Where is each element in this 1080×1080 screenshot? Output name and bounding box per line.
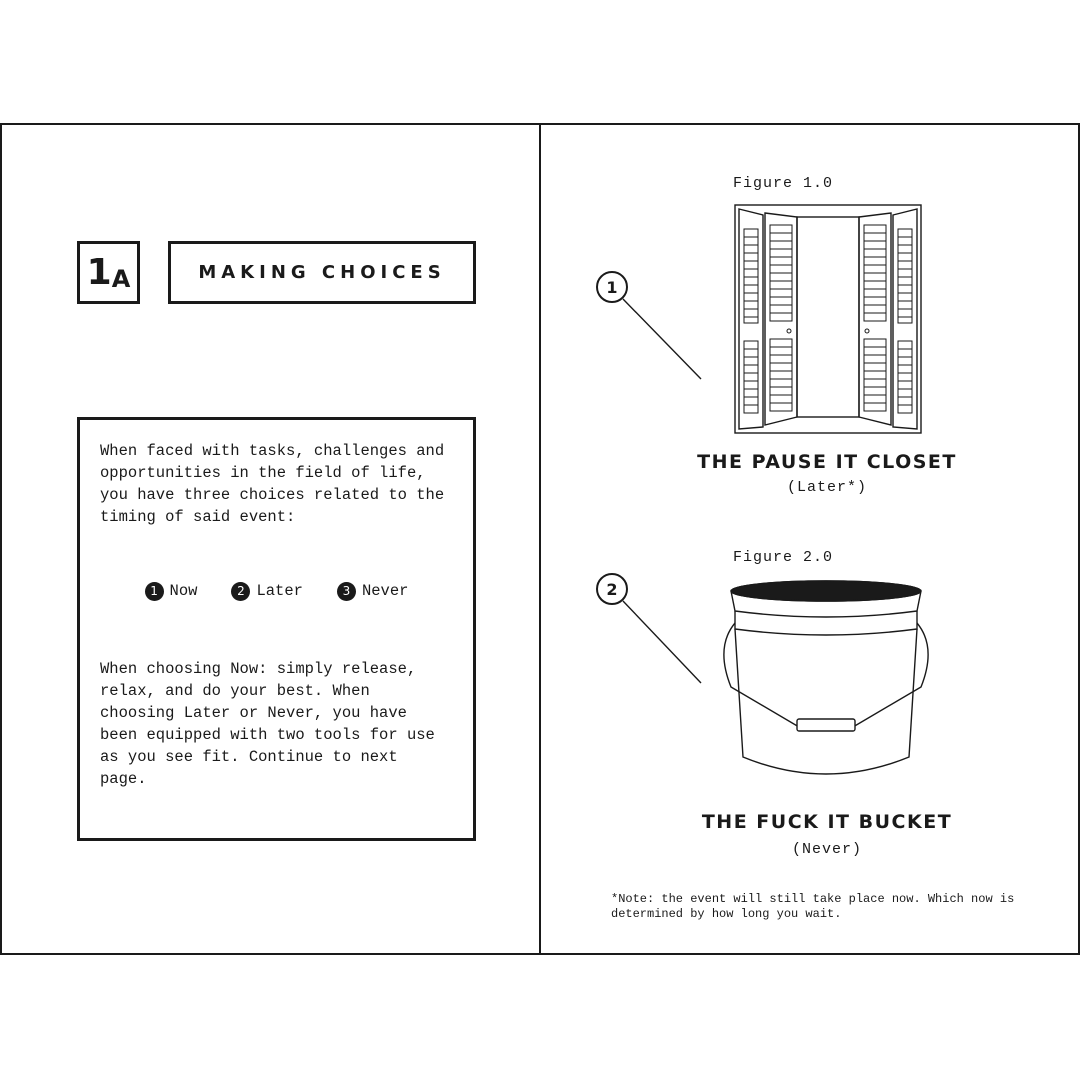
choice-label: Now — [169, 582, 198, 600]
footnote: *Note: the event will still take place now. Which now is determined by how long you wait. — [611, 892, 1015, 921]
figure1-label: Figure 1.0 — [733, 175, 834, 192]
choice-never — [337, 580, 409, 602]
choice-later — [231, 580, 303, 602]
callout-1: 1 — [596, 271, 628, 303]
bucket-icon — [721, 577, 931, 787]
section-letter: A — [111, 265, 131, 293]
section-badge — [77, 241, 140, 304]
section-number: 1 — [86, 252, 111, 293]
figure2-title: THE FUCK IT BUCKET — [701, 811, 953, 833]
figure2-label: Figure 2.0 — [733, 549, 834, 566]
figure2-subtitle: (Never) — [791, 841, 862, 858]
left-page — [0, 123, 541, 955]
choice-label: Later — [256, 582, 303, 600]
right-page — [539, 123, 1080, 955]
choice-number: 2 — [231, 582, 250, 601]
intro-text: When faced with tasks, challenges and opportunities in the field of life, you have three choices related to the timing of said event: — [100, 442, 445, 526]
choice-number: 3 — [337, 582, 356, 601]
leader-line-1 — [621, 297, 711, 387]
outro-text: When choosing Now: simply release, relax, and do your best. When choosing Later or Never, you have been equipped with two tools for use as you see fit. Continue to next page. — [100, 660, 435, 788]
choice-number: 1 — [145, 582, 164, 601]
choices-list — [100, 580, 453, 602]
closet-icon — [733, 203, 923, 435]
figure1-title: THE PAUSE IT CLOSET — [697, 451, 957, 473]
leader-line-2 — [621, 599, 711, 689]
choice-label: Never — [361, 582, 409, 600]
callout-2: 2 — [596, 573, 628, 605]
text-box — [77, 417, 476, 841]
page-title: MAKING CHOICES — [168, 241, 476, 304]
figure1-subtitle: (Later*) — [786, 479, 867, 496]
choice-now — [145, 580, 198, 602]
